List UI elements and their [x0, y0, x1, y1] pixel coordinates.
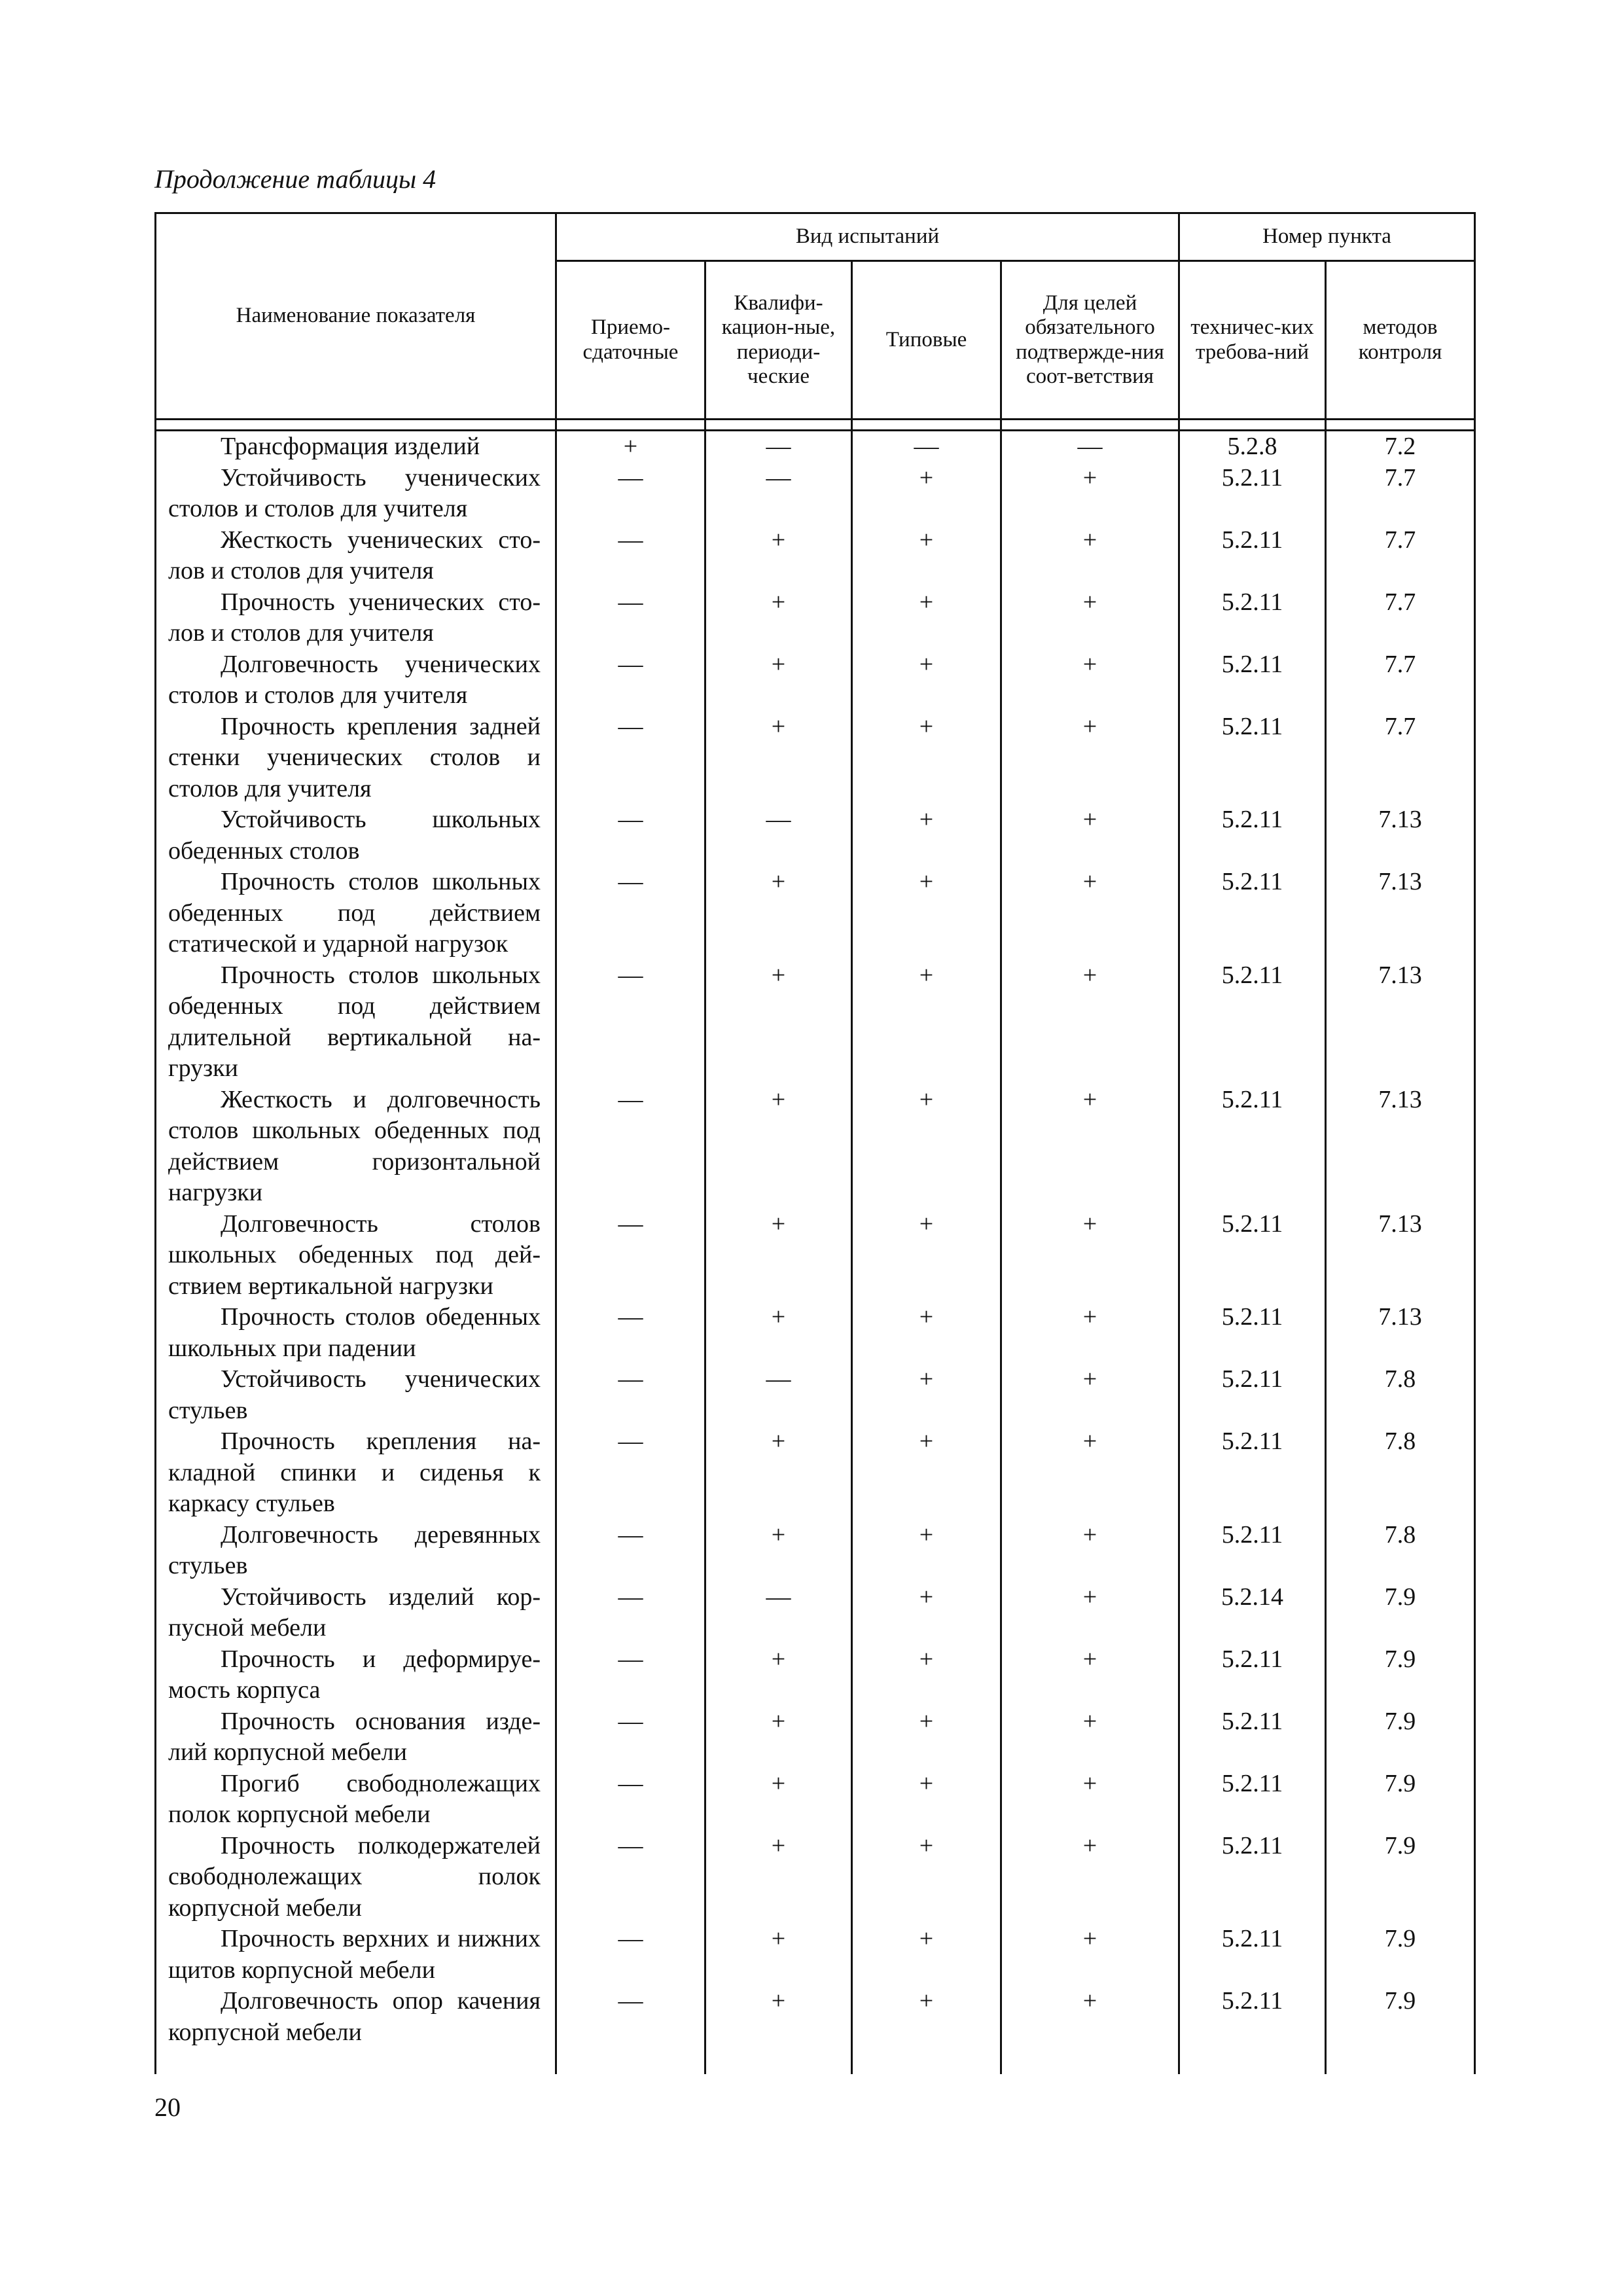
- cell-tech-requirement: 5.2.11: [1179, 867, 1326, 960]
- cell-acceptance: —: [556, 587, 705, 649]
- indicator-name-text: Прогиб свободнолежащих полок корпусной мебели: [168, 1769, 541, 1828]
- indicator-name-text: Жесткость ученических столов и столов для учителя: [168, 526, 541, 584]
- cell-tech-requirement: 5.2.11: [1179, 1831, 1326, 1924]
- cell-control-method: 7.9: [1326, 1706, 1475, 1768]
- cell-certification: +: [1001, 1426, 1179, 1520]
- cell-typical: +: [852, 1520, 1001, 1582]
- header-item-number: Номер пункта: [1179, 213, 1475, 261]
- cell-control-method: 7.13: [1326, 804, 1475, 867]
- table-row: [156, 960, 1475, 1085]
- indicator-name-text: Прочность и деформируемость корпуса: [168, 1645, 541, 1704]
- cell-certification: +: [1001, 1582, 1179, 1644]
- table-row: [156, 804, 1475, 867]
- cell-certification: +: [1001, 960, 1179, 1085]
- cell-tech-requirement: 5.2.11: [1179, 1302, 1326, 1364]
- cell-qualification: +: [705, 1768, 852, 1831]
- cell-typical: +: [852, 1831, 1001, 1924]
- table-row: [156, 1302, 1475, 1364]
- cell-acceptance: —: [556, 1768, 705, 1831]
- cell-typical: +: [852, 1768, 1001, 1831]
- cell-indicator-name: [156, 1364, 556, 1426]
- cell-tech-requirement: 5.2.11: [1179, 804, 1326, 867]
- cell-qualification: +: [705, 1426, 852, 1520]
- cell-indicator-name: [156, 1831, 556, 1924]
- cell-typical: +: [852, 1986, 1001, 2048]
- cell-certification: +: [1001, 1924, 1179, 1986]
- cell-control-method: 7.9: [1326, 1768, 1475, 1831]
- header-double-rule: [156, 420, 1475, 431]
- cell-qualification: +: [705, 1986, 852, 2048]
- cell-indicator-name: [156, 1520, 556, 1582]
- cell-certification: +: [1001, 1209, 1179, 1302]
- header-certification: Для целей обязательного подтвержде-ния соот-ветствия: [1001, 261, 1179, 420]
- cell-tech-requirement: 5.2.11: [1179, 1986, 1326, 2048]
- indicator-name-text: Устойчивость ученических столов и столов для учителя: [168, 463, 541, 522]
- cell-control-method: 7.13: [1326, 867, 1475, 960]
- cell-certification: +: [1001, 1831, 1179, 1924]
- cell-certification: +: [1001, 804, 1179, 867]
- cell-acceptance: —: [556, 804, 705, 867]
- cell-indicator-name: [156, 431, 556, 463]
- table-row: [156, 1768, 1475, 1831]
- cell-typical: +: [852, 1085, 1001, 1209]
- indicator-name-text: Долговечность столов школьных обеденных под действием вертикальной нагрузки: [168, 1210, 541, 1300]
- cell-certification: +: [1001, 1085, 1179, 1209]
- cell-tech-requirement: 5.2.11: [1179, 1768, 1326, 1831]
- cell-control-method: 7.9: [1326, 1924, 1475, 1986]
- cell-indicator-name: [156, 1924, 556, 1986]
- cell-qualification: +: [705, 525, 852, 587]
- cell-tech-requirement: 5.2.11: [1179, 1085, 1326, 1209]
- cell-certification: +: [1001, 1644, 1179, 1706]
- table-row: [156, 587, 1475, 649]
- indicator-name-text: Прочность основания изделий корпусной мебели: [168, 1707, 541, 1766]
- header-tech-requirements: техничес-ких требова-ний: [1179, 261, 1326, 420]
- table-row: [156, 1364, 1475, 1426]
- cell-acceptance: —: [556, 1085, 705, 1209]
- cell-control-method: 7.13: [1326, 960, 1475, 1085]
- cell-acceptance: —: [556, 1644, 705, 1706]
- cell-control-method: 7.9: [1326, 1831, 1475, 1924]
- indicator-name-text: Прочность верхних и нижних щитов корпусной мебели: [168, 1925, 541, 1984]
- cell-typical: +: [852, 960, 1001, 1085]
- indicator-name-text: Долговечность ученических столов и столов для учителя: [168, 650, 541, 709]
- indicator-name-text: Прочность столов обеденных школьных при падении: [168, 1303, 541, 1362]
- indicator-name-text: Долговечность опор качения корпусной мебели: [168, 1987, 541, 2046]
- cell-tech-requirement: 5.2.11: [1179, 1209, 1326, 1302]
- cell-tech-requirement: 5.2.8: [1179, 431, 1326, 463]
- page-number: 20: [154, 2092, 181, 2122]
- cell-indicator-name: [156, 1085, 556, 1209]
- cell-acceptance: —: [556, 1520, 705, 1582]
- cell-certification: +: [1001, 1520, 1179, 1582]
- table-row: [156, 1426, 1475, 1520]
- indicator-name-text: Трансформация изделий: [221, 433, 480, 460]
- header-indicator-name: Наименование показателя: [156, 213, 556, 420]
- cell-control-method: 7.7: [1326, 463, 1475, 525]
- cell-control-method: 7.2: [1326, 431, 1475, 463]
- cell-certification: +: [1001, 1302, 1179, 1364]
- cell-tech-requirement: 5.2.11: [1179, 1706, 1326, 1768]
- cell-acceptance: —: [556, 649, 705, 711]
- table-row: [156, 431, 1475, 463]
- cell-qualification: +: [705, 1085, 852, 1209]
- cell-control-method: 7.13: [1326, 1302, 1475, 1364]
- cell-qualification: —: [705, 1364, 852, 1426]
- cell-typical: +: [852, 711, 1001, 805]
- indicator-name-text: Жесткость и долговечность столов школьных обеденных под действием горизонтальной нагрузки: [168, 1085, 541, 1206]
- cell-control-method: 7.8: [1326, 1426, 1475, 1520]
- cell-certification: +: [1001, 525, 1179, 587]
- indicator-name-text: Прочность столов школьных обеденных под действием длительной вертикальной нагрузки: [168, 961, 541, 1082]
- table-row: [156, 463, 1475, 525]
- test-types-table: [154, 212, 1476, 2074]
- cell-qualification: +: [705, 1302, 852, 1364]
- indicator-name-text: Долговечность деревянных стульев: [168, 1520, 541, 1579]
- cell-indicator-name: [156, 1986, 556, 2048]
- cell-qualification: +: [705, 1924, 852, 1986]
- cell-control-method: 7.9: [1326, 1644, 1475, 1706]
- table-body: [156, 431, 1475, 2075]
- cell-qualification: +: [705, 1644, 852, 1706]
- cell-indicator-name: [156, 1706, 556, 1768]
- cell-tech-requirement: 5.2.11: [1179, 587, 1326, 649]
- cell-control-method: 7.13: [1326, 1085, 1475, 1209]
- cell-certification: +: [1001, 1986, 1179, 2048]
- cell-indicator-name: [156, 1302, 556, 1364]
- cell-indicator-name: [156, 587, 556, 649]
- cell-certification: +: [1001, 463, 1179, 525]
- indicator-name-text: Устойчивость школьных обеденных столов: [168, 806, 541, 865]
- cell-qualification: +: [705, 960, 852, 1085]
- cell-acceptance: —: [556, 1364, 705, 1426]
- cell-typical: —: [852, 431, 1001, 463]
- cell-acceptance: —: [556, 1706, 705, 1768]
- cell-certification: —: [1001, 431, 1179, 463]
- cell-acceptance: —: [556, 1209, 705, 1302]
- cell-qualification: +: [705, 649, 852, 711]
- cell-indicator-name: [156, 1426, 556, 1520]
- cell-typical: +: [852, 649, 1001, 711]
- header-qualification: Квалифи-кацион-ные, периоди-ческие: [705, 261, 852, 420]
- cell-certification: +: [1001, 711, 1179, 805]
- table-row: [156, 525, 1475, 587]
- cell-indicator-name: [156, 649, 556, 711]
- table-row: [156, 1986, 1475, 2048]
- indicator-name-text: Устойчивость ученических стульев: [168, 1365, 541, 1424]
- cell-typical: +: [852, 1426, 1001, 1520]
- cell-acceptance: —: [556, 1986, 705, 2048]
- cell-qualification: +: [705, 587, 852, 649]
- cell-typical: +: [852, 1644, 1001, 1706]
- cell-acceptance: —: [556, 1924, 705, 1986]
- cell-qualification: +: [705, 1831, 852, 1924]
- table-filler-row: [156, 2048, 1475, 2074]
- table-row: [156, 1209, 1475, 1302]
- cell-tech-requirement: 5.2.11: [1179, 1426, 1326, 1520]
- cell-indicator-name: [156, 1768, 556, 1831]
- cell-acceptance: —: [556, 960, 705, 1085]
- cell-indicator-name: [156, 1644, 556, 1706]
- cell-control-method: 7.7: [1326, 649, 1475, 711]
- table-header: [156, 213, 1475, 431]
- cell-control-method: 7.7: [1326, 711, 1475, 805]
- cell-certification: +: [1001, 649, 1179, 711]
- cell-indicator-name: [156, 960, 556, 1085]
- cell-acceptance: —: [556, 1582, 705, 1644]
- cell-qualification: —: [705, 1582, 852, 1644]
- cell-indicator-name: [156, 463, 556, 525]
- cell-typical: +: [852, 804, 1001, 867]
- indicator-name-text: Прочность крепления накладной спинки и сиденья к каркасу стульев: [168, 1427, 541, 1517]
- cell-qualification: —: [705, 431, 852, 463]
- cell-typical: +: [852, 587, 1001, 649]
- table-row: [156, 1924, 1475, 1986]
- cell-certification: +: [1001, 867, 1179, 960]
- cell-certification: +: [1001, 587, 1179, 649]
- table-caption: Продолжение таблицы 4: [154, 164, 437, 194]
- indicator-name-text: Прочность ученических столов и столов для учителя: [168, 588, 541, 647]
- cell-acceptance: —: [556, 867, 705, 960]
- header-acceptance: Приемо-сдаточные: [556, 261, 705, 420]
- cell-qualification: +: [705, 711, 852, 805]
- cell-control-method: 7.13: [1326, 1209, 1475, 1302]
- cell-control-method: 7.8: [1326, 1520, 1475, 1582]
- cell-qualification: +: [705, 1706, 852, 1768]
- cell-control-method: 7.7: [1326, 587, 1475, 649]
- cell-certification: +: [1001, 1364, 1179, 1426]
- table-row: [156, 1520, 1475, 1582]
- cell-qualification: —: [705, 804, 852, 867]
- cell-control-method: 7.9: [1326, 1986, 1475, 2048]
- cell-qualification: +: [705, 1520, 852, 1582]
- cell-tech-requirement: 5.2.11: [1179, 1924, 1326, 1986]
- cell-qualification: +: [705, 867, 852, 960]
- cell-tech-requirement: 5.2.11: [1179, 649, 1326, 711]
- cell-typical: +: [852, 1302, 1001, 1364]
- cell-indicator-name: [156, 1582, 556, 1644]
- cell-acceptance: —: [556, 463, 705, 525]
- cell-qualification: —: [705, 463, 852, 525]
- cell-acceptance: —: [556, 1302, 705, 1364]
- cell-acceptance: —: [556, 1831, 705, 1924]
- table-row: [156, 711, 1475, 805]
- table-row: [156, 1582, 1475, 1644]
- table-row: [156, 867, 1475, 960]
- cell-certification: +: [1001, 1768, 1179, 1831]
- cell-indicator-name: [156, 867, 556, 960]
- indicator-name-text: Прочность полкодержателей свободнолежащих полок корпусной мебели: [168, 1831, 541, 1922]
- cell-tech-requirement: 5.2.11: [1179, 711, 1326, 805]
- cell-acceptance: +: [556, 431, 705, 463]
- cell-typical: +: [852, 1706, 1001, 1768]
- cell-tech-requirement: 5.2.11: [1179, 1644, 1326, 1706]
- cell-indicator-name: [156, 711, 556, 805]
- cell-tech-requirement: 5.2.11: [1179, 525, 1326, 587]
- indicator-name-text: Устойчивость изделий корпусной мебели: [168, 1583, 541, 1641]
- cell-indicator-name: [156, 804, 556, 867]
- cell-typical: +: [852, 463, 1001, 525]
- cell-control-method: 7.9: [1326, 1582, 1475, 1644]
- cell-certification: +: [1001, 1706, 1179, 1768]
- cell-typical: +: [852, 867, 1001, 960]
- cell-control-method: 7.7: [1326, 525, 1475, 587]
- table-row: [156, 1831, 1475, 1924]
- cell-indicator-name: [156, 1209, 556, 1302]
- indicator-name-text: Прочность столов школьных обеденных под действием статической и ударной нагрузок: [168, 868, 541, 958]
- cell-typical: +: [852, 525, 1001, 587]
- table-row: [156, 1085, 1475, 1209]
- cell-tech-requirement: 5.2.11: [1179, 1520, 1326, 1582]
- cell-indicator-name: [156, 525, 556, 587]
- table-row: [156, 1644, 1475, 1706]
- header-test-types: Вид испытаний: [556, 213, 1179, 261]
- cell-typical: +: [852, 1364, 1001, 1426]
- indicator-name-text: Прочность крепления задней стенки ученических столов и столов для учителя: [168, 712, 541, 802]
- cell-typical: +: [852, 1209, 1001, 1302]
- cell-tech-requirement: 5.2.14: [1179, 1582, 1326, 1644]
- cell-tech-requirement: 5.2.11: [1179, 463, 1326, 525]
- header-control-methods: методов контроля: [1326, 261, 1475, 420]
- table-row: [156, 1706, 1475, 1768]
- cell-typical: +: [852, 1582, 1001, 1644]
- cell-qualification: +: [705, 1209, 852, 1302]
- header-typical: Типовые: [852, 261, 1001, 420]
- cell-typical: +: [852, 1924, 1001, 1986]
- cell-acceptance: —: [556, 525, 705, 587]
- cell-tech-requirement: 5.2.11: [1179, 1364, 1326, 1426]
- cell-acceptance: —: [556, 1426, 705, 1520]
- table-row: [156, 649, 1475, 711]
- cell-tech-requirement: 5.2.11: [1179, 960, 1326, 1085]
- cell-acceptance: —: [556, 711, 705, 805]
- cell-control-method: 7.8: [1326, 1364, 1475, 1426]
